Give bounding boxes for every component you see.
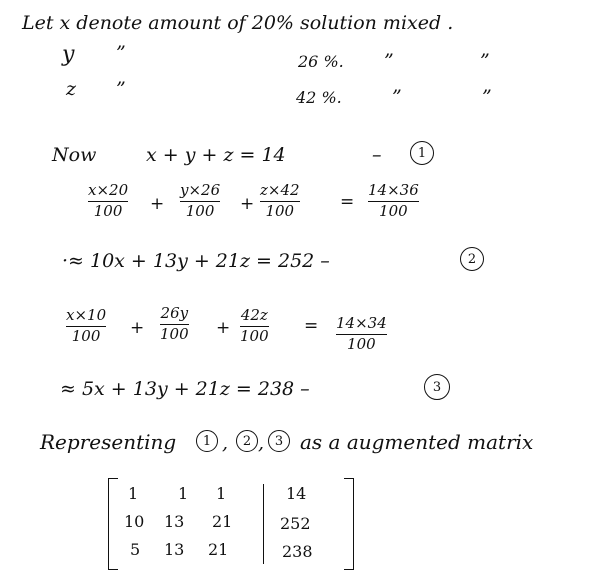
var-y: y [62, 42, 75, 67]
percent-y: 26 %. [298, 52, 344, 71]
fraction-denominator: 100 [379, 202, 408, 220]
fraction-x10 [66, 308, 106, 344]
fraction-denominator: 100 [185, 202, 215, 220]
var-z: z [66, 78, 77, 100]
matrix-cell: 1 [128, 484, 139, 503]
fraction-denominator: 100 [160, 325, 189, 343]
circled-number-3: 3 [268, 430, 290, 452]
plus-sign: + [150, 194, 165, 214]
circled-number-3: 3 [424, 374, 450, 400]
equation-1: x + y + z = 14 [146, 144, 286, 166]
equals-sign: = [340, 192, 355, 212]
circled-number-1: 1 [410, 141, 434, 165]
equals-sign: = [304, 316, 319, 336]
ditto-y-1: ” [116, 42, 126, 64]
percent-z: 42 %. [296, 88, 342, 107]
fraction-numerator: x×20 [88, 181, 129, 199]
circled-number-2: 2 [460, 247, 484, 271]
plus-sign: + [216, 318, 231, 338]
fraction-numerator: 14×36 [368, 181, 419, 199]
ditto-z-2: ” [392, 86, 402, 108]
matrix-cell: 238 [282, 542, 313, 561]
matrix-cell: 13 [164, 512, 185, 531]
now-label: Now [52, 144, 97, 166]
fraction-numerator: 42z [240, 306, 268, 324]
fraction-x20 [88, 183, 128, 219]
ditto-y-2: ” [384, 50, 394, 72]
plus-sign: + [130, 318, 145, 338]
plus-sign: + [240, 194, 255, 214]
matrix-cell: 13 [164, 540, 185, 559]
fraction-numerator: z×42 [260, 181, 300, 199]
fraction-numerator: x×10 [66, 306, 107, 324]
circled-number-1: 1 [196, 430, 218, 452]
matrix-cell: 252 [280, 514, 311, 533]
fraction-y26 [180, 183, 220, 219]
comma: , [222, 432, 229, 454]
fraction-numerator: 14×34 [336, 314, 387, 332]
fraction-denominator: 100 [93, 202, 123, 220]
circled-number-2: 2 [236, 430, 258, 452]
definition-x: Let x denote amount of 20% solution mixed . [22, 12, 454, 34]
comma: , [258, 432, 265, 454]
fraction-42z [240, 308, 269, 344]
augmented-matrix-label: as a augmented matrix [300, 430, 534, 454]
fraction-14x34 [336, 316, 387, 352]
equation-2: ·≈ 10x + 13y + 21z = 252 – [62, 250, 330, 272]
ditto-z-3: ” [482, 86, 492, 108]
fraction-denominator: 100 [265, 202, 295, 220]
fraction-denominator: 100 [71, 327, 101, 345]
left-bracket [108, 478, 118, 570]
matrix-cell: 1 [178, 484, 189, 503]
equation-3: ≈ 5x + 13y + 21z = 238 – [60, 378, 310, 400]
matrix-cell: 14 [286, 484, 307, 503]
augmented-matrix [108, 478, 354, 570]
matrix-cell: 10 [124, 512, 145, 531]
ditto-z-1: ” [116, 78, 126, 100]
fraction-numerator: 26y [160, 304, 189, 322]
matrix-cell: 1 [216, 484, 227, 503]
matrix-cell: 21 [212, 512, 233, 531]
equation-1-dash: – [372, 144, 382, 166]
fraction-14x36 [368, 183, 419, 219]
fraction-denominator: 100 [347, 335, 376, 353]
matrix-cell: 5 [130, 540, 141, 559]
fraction-numerator: y×26 [180, 181, 221, 199]
representing-label: Representing [40, 430, 177, 454]
fraction-26y [160, 306, 189, 342]
fraction-denominator: 100 [240, 327, 269, 345]
matrix-cell: 21 [208, 540, 229, 559]
right-bracket [344, 478, 354, 570]
fraction-z42 [260, 183, 300, 219]
augment-divider [263, 484, 264, 564]
ditto-y-3: ” [480, 50, 490, 72]
